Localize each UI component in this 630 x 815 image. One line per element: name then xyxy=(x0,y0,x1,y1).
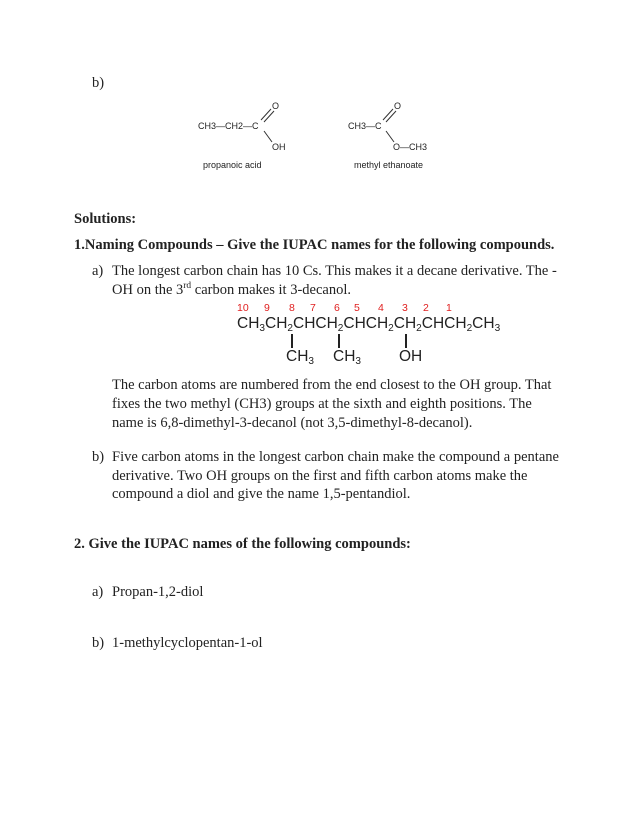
chain-subscript: 2 xyxy=(416,323,422,334)
carbon-number: 10 xyxy=(237,302,249,314)
part-b-label: b) xyxy=(92,75,105,91)
propanoic-chain-text: CH3—CH2—C xyxy=(198,121,259,131)
section1-b-line: derivative. Two OH groups on the first and fifth carbon atoms make the xyxy=(112,468,528,484)
section2-b-answer: 1-methylcyclopentan-1-ol xyxy=(112,635,263,651)
methyl-ethanoate-double-bond-2 xyxy=(383,109,393,120)
methyl-ethanoate-single-bond xyxy=(386,131,394,142)
carbon-number: 5 xyxy=(354,302,360,314)
substituent-subscript: 3 xyxy=(308,356,314,367)
section1-a-explanation-line: fixes the two methyl (CH3) groups at the sixth and eighth positions. The xyxy=(112,396,532,412)
section2-a-answer: Propan-1,2-diol xyxy=(112,584,204,600)
section1-a-explanation-line: name is 6,8-dimethyl-3-decanol (not 3,5-dimethyl-8-decanol). xyxy=(112,415,473,431)
chain-subscript: 2 xyxy=(337,323,344,334)
methyl-ethanoate-double-bond-1 xyxy=(386,111,396,122)
methyl-substituent-6 xyxy=(333,348,361,366)
carbon-number: 3 xyxy=(402,302,408,314)
chain-part: CHCH xyxy=(421,315,467,332)
chain-part: CH xyxy=(472,315,495,332)
section1-b-line: compound a diol and give the name 1,5-pentandiol. xyxy=(112,486,411,502)
chain-subscript: 2 xyxy=(466,323,473,334)
substituent-text: CH xyxy=(333,348,356,365)
chain-part: CH xyxy=(237,315,260,332)
chain-part: CH xyxy=(265,315,288,332)
section1-a-explanation-line: The carbon atoms are numbered from the end closest to the OH group. That xyxy=(112,377,552,393)
methyl-ethanoate-oxygen-text: O xyxy=(394,101,402,111)
carbon-number: 4 xyxy=(378,302,384,314)
bond-to-methyl-2 xyxy=(338,334,340,348)
section2-b-marker: b) xyxy=(92,635,105,651)
chain-part: CHCH xyxy=(293,315,338,332)
methyl-ethanoate-chain-text: CH3—C xyxy=(348,121,382,131)
section1-b-line: Five carbon atoms in the longest carbon chain make the compound a pentane xyxy=(112,449,559,465)
bond-to-hydroxyl xyxy=(405,334,407,348)
section1-a-marker: a) xyxy=(92,263,104,279)
chain-subscript: 3 xyxy=(494,323,501,334)
section2-a-marker: a) xyxy=(92,584,104,600)
carbon-number: 8 xyxy=(289,302,295,314)
line2-after: carbon makes it 3-decanol. xyxy=(191,282,351,298)
carbon-number: 2 xyxy=(423,302,429,314)
propanoic-oh-text: OH xyxy=(272,142,286,152)
section1-a-line1: The longest carbon chain has 10 Cs. This makes it a decane derivative. The - xyxy=(112,263,557,279)
hydroxyl-substituent: OH xyxy=(399,348,423,365)
propanoic-double-bond-1 xyxy=(264,111,274,122)
section1-b-marker: b) xyxy=(92,449,105,465)
propanoic-acid-structure xyxy=(198,101,286,152)
line2-before: OH on the 3 xyxy=(112,282,184,298)
bond-to-methyl-1 xyxy=(291,334,293,348)
propanoic-oxygen-text: O xyxy=(272,101,280,111)
chain-subscript: 2 xyxy=(388,323,394,334)
chain-subscript: 2 xyxy=(287,323,293,334)
methyl-substituent-8 xyxy=(286,348,314,366)
section1-a-line2 xyxy=(112,281,351,300)
carbon-number: 6 xyxy=(334,302,340,314)
carbon-number: 7 xyxy=(310,302,316,314)
propanoic-acid-caption: propanoic acid xyxy=(203,160,262,170)
carbon-number: 1 xyxy=(446,302,452,314)
solutions-heading: Solutions: xyxy=(74,211,137,227)
ordinal-superscript: rd xyxy=(183,281,192,291)
substituent-text: CH xyxy=(286,348,309,365)
methyl-ethanoate-caption: methyl ethanoate xyxy=(354,160,424,170)
methyl-ethanoate-structure xyxy=(348,101,427,152)
section1-heading: 1.Naming Compounds – Give the IUPAC names for the following compounds. xyxy=(74,237,555,253)
chain-part: CHCH xyxy=(343,315,389,332)
section2-heading: 2. Give the IUPAC names of the following compounds: xyxy=(74,536,411,552)
propanoic-single-bond xyxy=(264,131,272,142)
chain-part: CH xyxy=(393,315,417,332)
propanoic-double-bond-2 xyxy=(261,109,271,120)
methyl-ethanoate-och3-text: O—CH3 xyxy=(393,142,428,152)
substituent-subscript: 3 xyxy=(355,356,361,367)
decanol-main-chain xyxy=(237,315,500,333)
carbon-number: 9 xyxy=(264,302,270,314)
chain-subscript: 3 xyxy=(259,323,265,334)
